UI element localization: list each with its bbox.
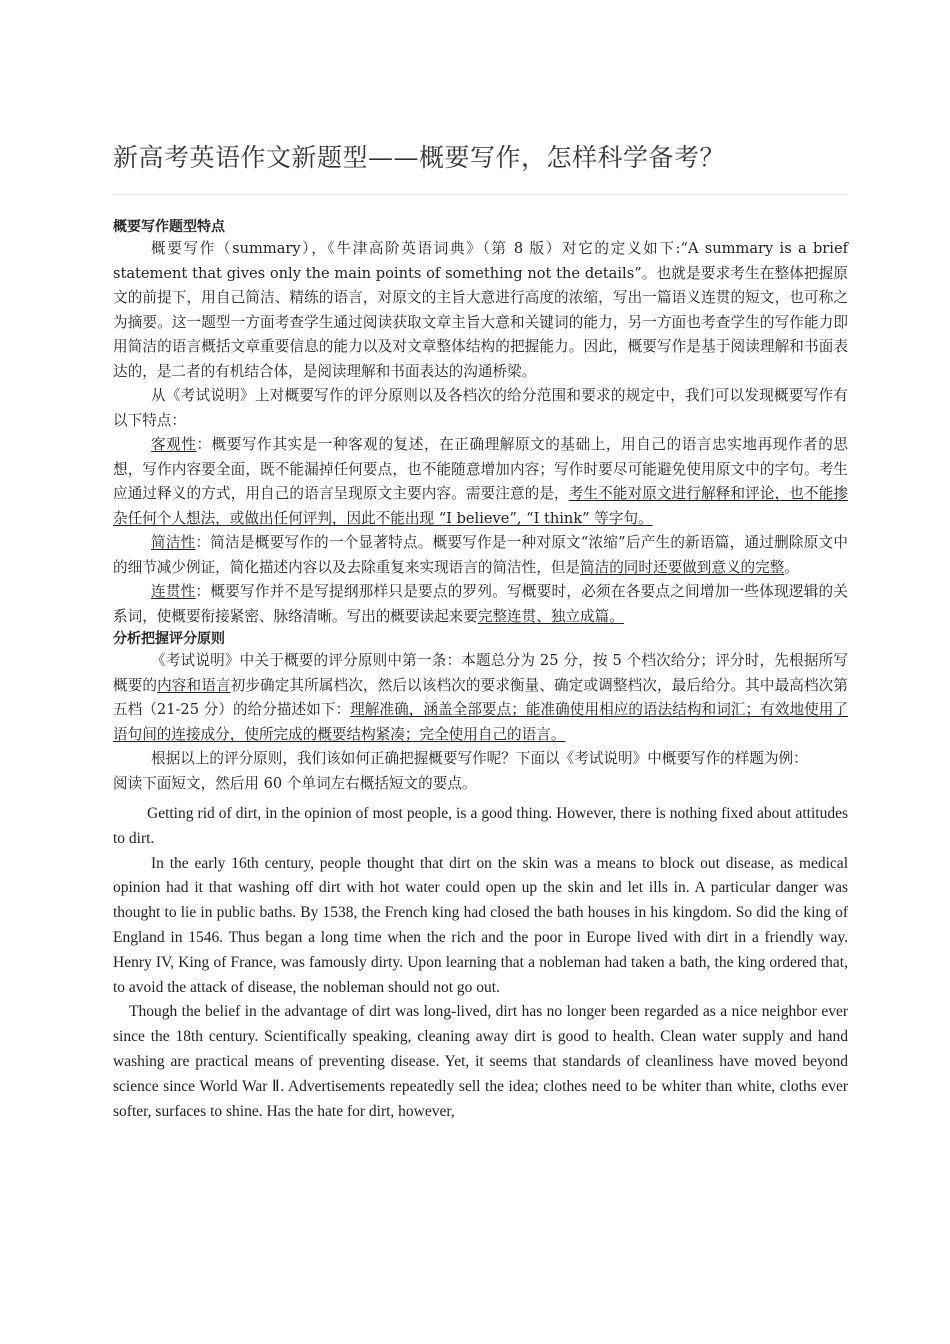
coherent-text: ：概要写作并不是写提纲那样只是要点的罗列。写概要时，必须在各要点之间增加一些体现逻辑的关系词，使概要衔接紧密、脉络清晰。写出的概要读起来要 xyxy=(113,583,848,625)
section-heading-features: 概要写作题型特点 xyxy=(113,219,225,235)
term-concise: 简洁性 xyxy=(151,534,196,551)
concise-underlined: 简洁的同时还要做到意义的完整 xyxy=(580,558,785,576)
title-divider xyxy=(113,194,848,195)
scoring-underlined-1: 内容和语言 xyxy=(157,676,231,694)
term-coherent: 连贯性 xyxy=(151,583,196,600)
section-heading-scoring: 分析把握评分原则 xyxy=(113,631,225,647)
scoring-underlined-2: 理解准确，涵盖全部要点；能准确使用相应的语法结构和词汇；有效地使用了语句间的连接成分，使所完成的概要结构紧凑；完全使用自己的语言。 xyxy=(113,701,848,743)
scoring-text-a: 《考试说明》中关于概要的评分原则中第一条：本题总分为 25 分，按 5 个档次给分；评分时，先根据所写概要的 xyxy=(113,652,848,694)
paragraph-intro-features: 从《考试说明》上对概要写作的评分原则以及各档次的给分范围和要求的规定中，我们可以发现概要写作有以下特点： xyxy=(113,387,848,429)
page-title: 新高考英语作文新题型——概要写作，怎样科学备考？ xyxy=(113,143,726,172)
paragraph-definition: 概要写作（summary），《牛津高阶英语词典》（第 8 版）对它的定义如下:“A summary is a brief statement that gives only the main points of something not the details”。也就是要求考生在整体把握原文的前提下，用自己简洁、精练的语言，对原文的主旨大意进行高度的浓缩，写出一篇语义连贯的短文，也可称之为摘要。这一题型一方面考查学生通过阅读获取文章主旨大意和关键词的能力，另一方面也考查学生的写作能力即用简洁的语言概括文章重要信息的能力以及对文章整体结构的把握能力。因此，概要写作是基于阅读理解和书面表达的，是二者的有机结合体，是阅读理解和书面表达的沟通桥梁。 xyxy=(113,240,848,380)
coherent-underlined: 完整连贯、独立成篇。 xyxy=(477,607,624,625)
term-objective: 客观性 xyxy=(151,436,197,453)
passage-paragraph: In the early 16th century, people thought that dirt on the skin was a means to block out disease, as medical opinion had it that washing off dirt with hot water could open up the skin and let ills in. A particular danger was thought to lie in public baths. By 1538, the French king had closed the bath houses in his kingdom. So did the king of England in 1546. Thus began a long time when the rich and the poor in Europe lived with dirt in a friendly way. Henry IV, King of France, was famously dirty. Upon learning that a nobleman had taken a bath, the king ordered that, to avoid the attack of disease, the nobleman should not go out. xyxy=(113,854,848,996)
scoring-text-b: 初步确定其所属档次，然后以该档次的要求衡量、确定或调整档次，最后给分。其中最高档次第五档（21-25 分）的给分描述如下： xyxy=(113,676,848,718)
objective-underlined: 考生不能对原文进行解释和评论，也不能掺杂任何个人想法，或做出任何评判，因此不能出现 “I believe”, “I think” 等字句。 xyxy=(113,485,848,527)
passage-paragraph: Getting rid of dirt, in the opinion of most people, is a good thing. However, there is nothing fixed about attitudes to dirt. xyxy=(113,805,848,847)
concise-tail: 。 xyxy=(784,558,799,576)
paragraph-objective xyxy=(113,433,848,531)
paragraph-concise xyxy=(113,531,848,580)
paragraph-coherent xyxy=(113,580,848,629)
passage-paragraph: Though the belief in the advantage of dirt was long-lived, dirt has no longer been regarded as a nice neighbor ever since the 18th century. Scientifically speaking, cleaning away dirt is good to health. Clean water supply and hand washing are practical means of preventing disease. Yet, it seems that standards of cleanliness have moved beyond science since World War Ⅱ. Advertisements repeatedly sell the idea; clothes need to be whiter than white, cloths ever softer, surfaces to shine. Has the hate for dirt, however, xyxy=(113,1003,848,1120)
concise-text: ：简洁是概要写作的一个显著特点。概要写作是一种对原文“浓缩”后产生的新语篇，通过删除原文中的细节减少例证，简化描述内容以及去除重复来实现语言的简洁性，但是 xyxy=(113,534,848,576)
paragraph-example-intro: 根据以上的评分原则，我们该如何正确把握概要写作呢？下面以《考试说明》中概要写作的样题为例： xyxy=(151,750,808,767)
objective-text: ：概要写作其实是一种客观的复述，在正确理解原文的基础上，用自己的语言忠实地再现作者的思想，写作内容要全面，既不能漏掉任何要点，也不能随意增加内容；写作时要尽可能避免使用原文中的字句。考生应通过释义的方式，用自己的语言呈现原文主要内容。需要注意的是， xyxy=(113,436,848,502)
instruction-line: 阅读下面短文，然后用 60 个单词左右概括短文的要点。 xyxy=(113,774,477,792)
article xyxy=(113,130,848,1124)
paragraph-scoring xyxy=(113,649,848,747)
